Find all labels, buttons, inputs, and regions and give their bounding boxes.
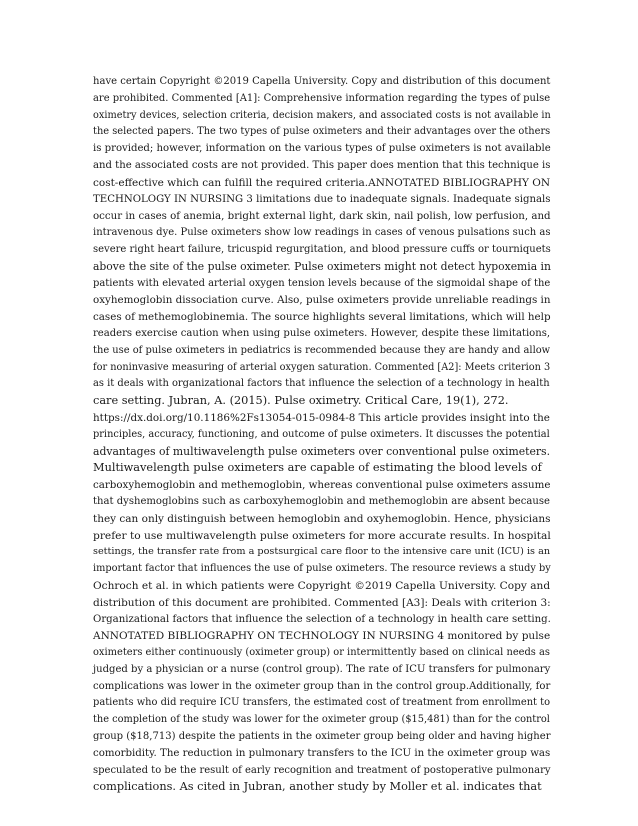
text-line: oxyhemoglobin dissociation curve. Also, pulse oximeters provide unreliable readings in: [93, 294, 551, 307]
text-line: as it deals with organizational factors that influence the selection of a technology in health: [93, 378, 550, 390]
text-line: cost-effective which can fulfill the required criteria.ANNOTATED BIBLIOGRAPHY ON: [93, 176, 551, 189]
text-line: and the associated costs are not provided. This paper does mention that this technique is: [93, 159, 551, 171]
text-line: have certain Copyright ©2019 Capella University. Copy and distribution of this document: [93, 76, 551, 87]
text-line: oximeters either continuously (oximeter group) or intermittently based on clinical needs as: [93, 647, 550, 659]
text-line: the selected papers. The two types of pulse oximeters and their advantages over the others: [93, 126, 551, 138]
text-line: advantages of multiwavelength pulse oximeters over conventional pulse oximeters.: [93, 444, 551, 458]
body-text: [93, 74, 553, 796]
text-line: TECHNOLOGY IN NURSING 3 limitations due to inadequate signals. Inadequate signals: [93, 193, 551, 205]
text-line: the use of pulse oximeters in pediatrics is recommended because they are handy and allow: [93, 344, 551, 356]
text-line: ANNOTATED BIBLIOGRAPHY ON TECHNOLOGY IN NURSING 4 monitored by pulse: [93, 630, 551, 643]
text-line: that dyshemoglobins such as carboxyhemoglobin and methemoglobin are absent because: [93, 495, 550, 507]
text-line: important factor that influences the use of pulse oximeters. The resource reviews a study by: [93, 563, 551, 575]
text-line: complications. As cited in Jubran, another study by Moller et al. indicates that: [93, 780, 542, 794]
text-line: complications was lower in the oximeter group than in the control group.Additionally, for: [93, 680, 551, 692]
text-line: occur in cases of anemia, bright external light, dark skin, nail polish, low perfusion, and: [93, 210, 551, 223]
text-line: Organizational factors that influence the selection of a technology in health care setting.: [93, 613, 551, 625]
text-line: https://dx.doi.org/10.1186%2Fs13054-015-0984-8 This article provides insight into the: [93, 411, 550, 424]
text-line: they can only distinguish between hemoglobin and oxyhemoglobin. Hence, physicians: [93, 512, 551, 525]
text-line: above the site of the pulse oximeter. Pulse oximeters might not detect hypoxemia in: [93, 259, 551, 273]
text-line: comorbidity. The reduction in pulmonary transfers to the ICU in the oximeter group was: [93, 747, 551, 759]
text-line: Ochroch et al. in which patients were Copyright ©2019 Capella University. Copy and: [93, 579, 551, 592]
text-line: care setting. Jubran, A. (2015). Pulse oximetry. Critical Care, 19(1), 272.: [93, 394, 509, 408]
text-line: readers exercise caution when using pulse oximeters. However, despite these limitations,: [93, 327, 551, 339]
text-line: the completion of the study was lower for the oximeter group ($15,481) than for the control: [93, 714, 550, 726]
text-line: cases of methemoglobinemia. The source highlights several limitations, which will help: [93, 311, 551, 324]
text-line: prefer to use multiwavelength pulse oximeters for more accurate results. In hospital: [93, 528, 551, 542]
text-line: group ($18,713) despite the patients in the oximeter group being older and having higher: [93, 731, 551, 743]
text-line: judged by a physician or a nurse (control group). The rate of ICU transfers for pulmonary: [93, 663, 551, 675]
text-line: patients who did require ICU transfers, the estimated cost of treatment from enrollment to: [93, 697, 551, 709]
text-line: settings, the transfer rate from a postsurgical care floor to the intensive care unit (ICU) is an: [93, 546, 551, 558]
text-line: intravenous dye. Pulse oximeters show low readings in cases of venous pulsations such as: [93, 227, 551, 239]
text-line: patients with elevated arterial oxygen tension levels because of the sigmoidal shape of the: [93, 277, 551, 289]
text-line: are prohibited. Commented [A1]: Comprehensive information regarding the types of pulse: [93, 92, 551, 104]
text-line: severe right heart failure, tricuspid regurgitation, and blood pressure cuffs or tourniquets: [93, 243, 551, 255]
text-line: distribution of this document are prohibited. Commented [A3]: Deals with criterion 3:: [93, 596, 551, 609]
text-line: oximetry devices, selection criteria, decision makers, and associated costs is not available in: [93, 109, 551, 121]
text-line: is provided; however, information on the various types of pulse oximeters is not available: [93, 143, 551, 155]
text-line: carboxyhemoglobin and methemoglobin, whereas conventional pulse oximeters assume: [93, 479, 551, 492]
text-line: Multiwavelength pulse oximeters are capable of estimating the blood levels of: [93, 461, 542, 475]
text-line: for noninvasive measuring of arterial oxygen saturation. Commented [A2]: Meets criterion 3: [93, 361, 551, 373]
text-line: speculated to be the result of early recognition and treatment of postoperative pulmonary: [93, 764, 551, 776]
text-line: principles, accuracy, functioning, and outcome of pulse oximeters. It discusses the potential: [93, 428, 550, 440]
